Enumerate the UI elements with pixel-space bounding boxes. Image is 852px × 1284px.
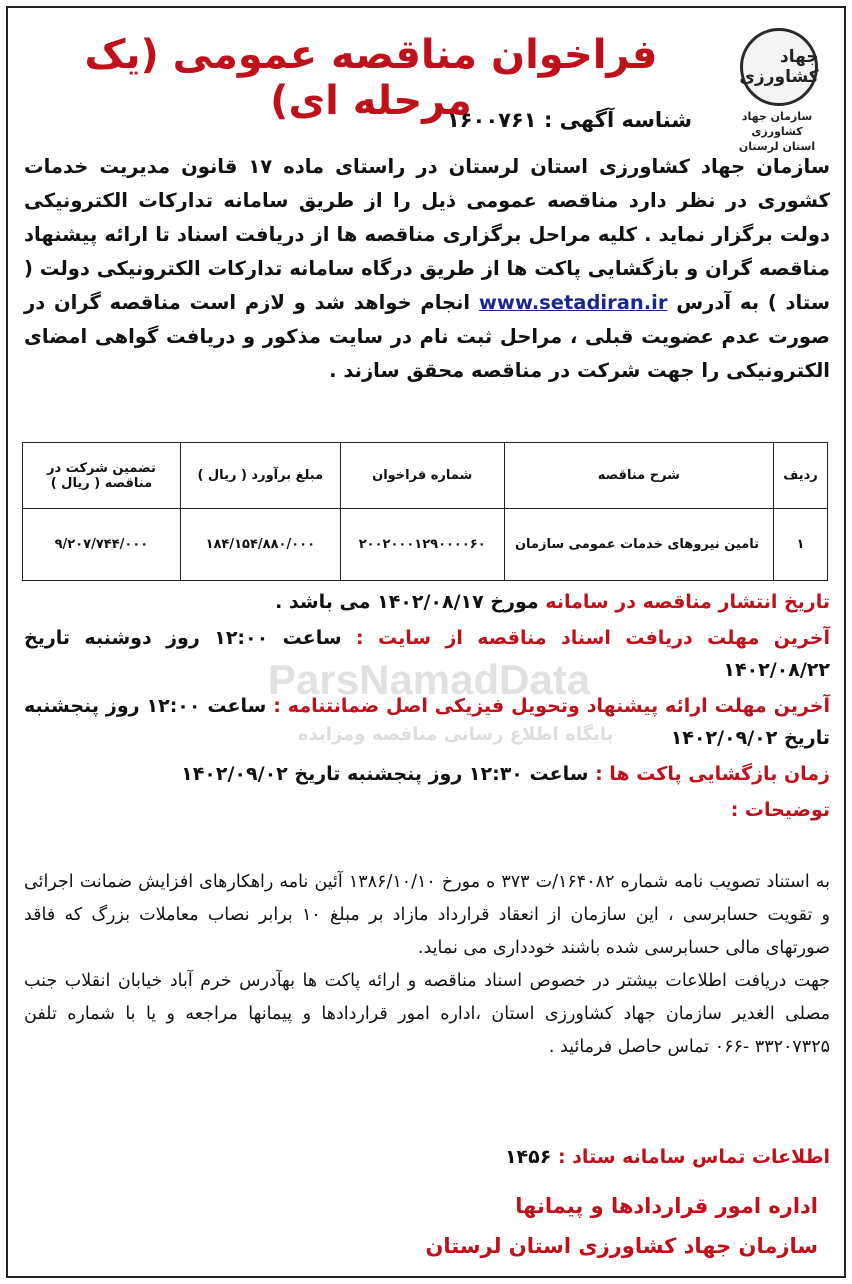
signature-line1: اداره امور قراردادها و پیمانها bbox=[515, 1194, 818, 1218]
notes-paragraph-1: به استناد تصویب نامه شماره ۱۶۴۰۸۲/ت ۳۷۳ ه مورخ ۱۳۸۶/۱۰/۱۰ آئین نامه راهکارهای افزایش ضمانت اجرائی و تقویت حسابرسی ، این سازمان از انعقاد قرارداد مازاد بر مبلغ ۱۰ برابر نصاب معاملات بزرگ که فاقد صورتهای مالی حسابرسی شده باشند خودداری می نماید. bbox=[24, 872, 830, 958]
logo-text: جهاد کشاورزی bbox=[739, 47, 819, 87]
notes-heading-line bbox=[24, 794, 830, 826]
notes-paragraph-2: جهت دریافت اطلاعات بیشتر در خصوص اسناد مناقصه و ارائه پاکت ها بهآدرس خرم آباد خیابان انقلاب جنب مصلی الغدیر سازمان جهاد کشاورزی استان ،اداره امور قراردادها و پیمانها مراجعه و یا با شماره تلفن ۳۳۲۰۷۳۲۵ -۰۶۶ تماس حاصل فرمائید . bbox=[24, 971, 830, 1057]
setadiran-link[interactable]: www.setadiran.ir bbox=[478, 291, 668, 314]
intro-text-after: انجام خواهد شد و لازم است مناقصه گران در صورت عدم عضویت قبلی ، مراحل ثبت نام در سایت مذکور و دریافت گواهی امضای الکترونیکی را جهت شرکت در مناقصه محقق سازند . bbox=[24, 291, 830, 382]
dates-section bbox=[24, 586, 830, 830]
doc-deadline-line bbox=[24, 622, 830, 686]
header-row-number: ردیف bbox=[774, 443, 828, 509]
page-title: فراخوان مناقصه عمومی (یک مرحله ای) bbox=[84, 32, 658, 124]
offer-deadline-label: آخرین مهلت ارائه پیشنهاد وتحویل فیزیکی اصل ضمانتنامه : bbox=[273, 695, 830, 717]
table-row bbox=[23, 509, 828, 581]
watermark-text: ParsNamadData bbox=[268, 656, 591, 703]
org-name-line2: استان لرستان bbox=[738, 139, 816, 153]
cell-row-number: ۱ bbox=[774, 509, 828, 581]
notes-heading: توضیحات : bbox=[730, 799, 830, 821]
tender-notice-page bbox=[6, 6, 846, 1278]
contact-label: اطلاعات تماس سامانه ستاد : bbox=[557, 1146, 830, 1168]
intro-paragraph bbox=[24, 150, 830, 388]
contact-line bbox=[505, 1146, 830, 1168]
offer-deadline-line bbox=[24, 690, 830, 754]
publish-date-label: تاریخ انتشار مناقصه در سامانه bbox=[545, 591, 830, 613]
ad-id: شناسه آگهی : ۱۶۰۰۷۶۱ bbox=[446, 108, 692, 132]
organization-name bbox=[722, 110, 832, 155]
org-name-line1: سازمان جهاد کشاورزی bbox=[741, 110, 813, 138]
tender-table bbox=[22, 442, 828, 581]
opening-label: زمان بازگشایی پاکت ها : bbox=[595, 763, 830, 785]
watermark-subtext: پایگاه اطلاع رسانی مناقصه ومزایده bbox=[298, 724, 614, 745]
signature-block bbox=[426, 1186, 819, 1266]
cell-guarantee: ۹/۲۰۷/۷۴۴/۰۰۰ bbox=[23, 509, 181, 581]
organization-logo-icon bbox=[740, 28, 818, 106]
cell-description: تامین نیروهای خدمات عمومی سازمان bbox=[504, 509, 773, 581]
contact-value: ۱۴۵۶ bbox=[504, 1146, 552, 1168]
cell-estimate: ۱۸۴/۱۵۴/۸۸۰/۰۰۰ bbox=[180, 509, 340, 581]
header bbox=[20, 8, 832, 168]
header-call-number: شماره فراخوان bbox=[340, 443, 504, 509]
publish-date-line bbox=[24, 586, 830, 618]
header-guarantee: تضمین شرکت در مناقصه ( ریال ) bbox=[23, 443, 181, 509]
opening-value: ساعت ۱۲:۳۰ روز پنجشنبه تاریخ ۱۴۰۲/۰۹/۰۲ bbox=[181, 763, 589, 785]
publish-date-value: مورخ ۱۴۰۲/۰۸/۱۷ می باشد . bbox=[275, 591, 539, 613]
cell-call-number: ۲۰۰۲۰۰۰۱۲۹۰۰۰۰۶۰ bbox=[340, 509, 504, 581]
table-header-row bbox=[23, 443, 828, 509]
notes-section bbox=[24, 866, 830, 1064]
signature-line2: سازمان جهاد کشاورزی استان لرستان bbox=[425, 1234, 818, 1258]
header-estimate: مبلغ برآورد ( ریال ) bbox=[180, 443, 340, 509]
doc-deadline-value: ساعت ۱۲:۰۰ روز دوشنبه تاریخ ۱۴۰۲/۰۸/۲۲ bbox=[24, 627, 830, 681]
header-description: شرح مناقصه bbox=[504, 443, 773, 509]
offer-deadline-value: ساعت ۱۲:۰۰ روز پنجشنبه تاریخ ۱۴۰۲/۰۹/۰۲ bbox=[24, 695, 830, 749]
intro-text-before: سازمان جهاد کشاورزی استان لرستان در راستای ماده ۱۷ قانون مدیریت خدمات کشوری در نظر دارد مناقصه عمومی ذیل را از طریق سامانه تدارکات الکترونیکی دولت برگزار نماید . کلیه مراحل برگزاری مناقصه ها از دریافت اسناد تا ارائه پیشنهاد مناقصه گران و بازگشایی پاکت ها از طریق درگاه سامانه تدارکات الکترونیکی دولت ( ستاد ) به آدرس bbox=[24, 155, 831, 314]
opening-line bbox=[24, 758, 830, 790]
doc-deadline-label: آخرین مهلت دریافت اسناد مناقصه از سایت : bbox=[355, 627, 831, 649]
